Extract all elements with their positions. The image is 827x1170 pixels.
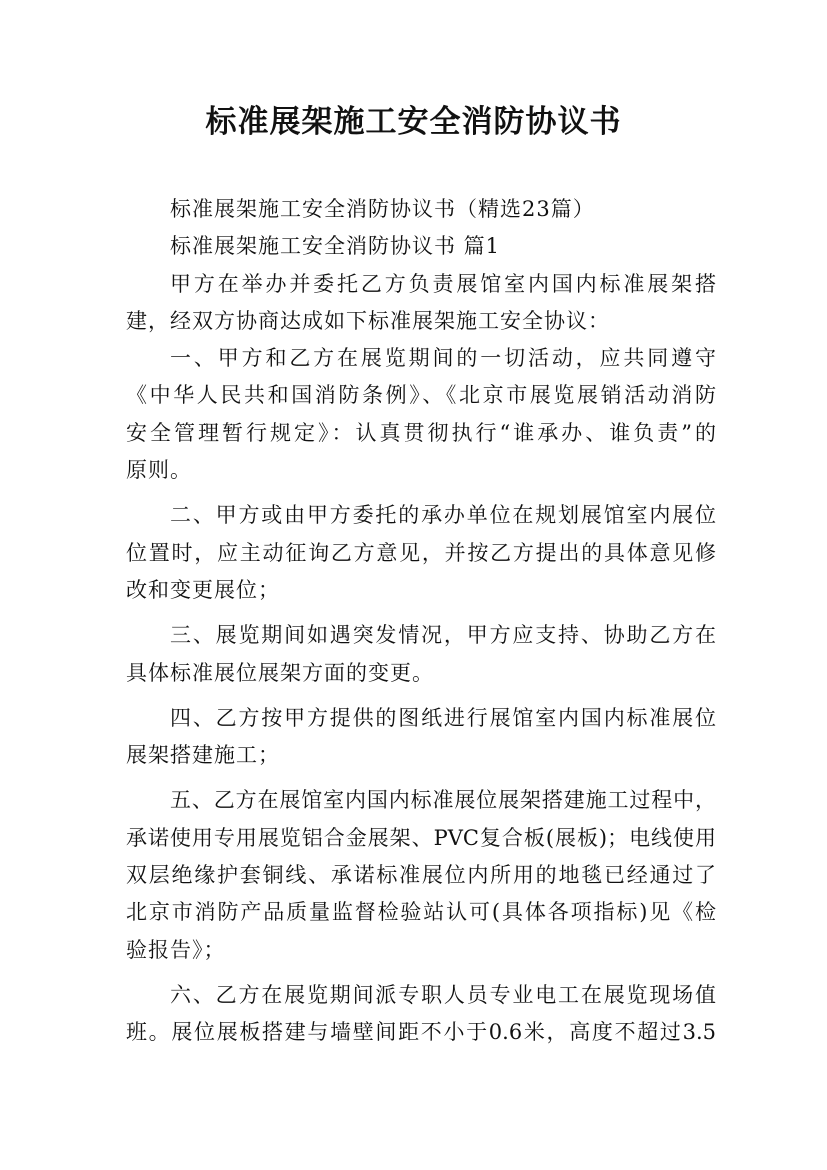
section-heading: 标准展架施工安全消防协议书 篇1 bbox=[170, 234, 501, 259]
paragraph-line: 北京市消防产品质量监督检验站认可(具体各项指标)见《检 bbox=[126, 900, 716, 925]
paragraph-line: 三、展览期间如遇突发情况，甲方应支持、协助乙方在 bbox=[170, 623, 716, 648]
paragraph-line: 展架搭建施工； bbox=[126, 743, 280, 768]
document-title: 标准展架施工安全消防协议书 bbox=[205, 104, 622, 140]
paragraph-line: 双层绝缘护套铜线、承诺标准展位内所用的地毯已经通过了 bbox=[126, 863, 716, 888]
document-body bbox=[126, 191, 716, 1052]
paragraph-line: 建，经双方协商达成如下标准展架施工安全协议： bbox=[126, 308, 610, 333]
paragraph-line: 一、甲方和乙方在展览期间的一切活动，应共同遵守 bbox=[170, 346, 716, 371]
paragraph-line: 班。展位展板搭建与墙壁间距不小于0.6米，高度不超过3.5 bbox=[126, 1020, 716, 1045]
paragraph-line: 《中华人民共和国消防条例》、《北京市展览展销活动消防 bbox=[126, 383, 716, 408]
paragraph-line: 安全管理暂行规定》：认真贯彻执行“谁承办、谁负责”的 bbox=[126, 420, 716, 445]
paragraph-line: 六、乙方在展览期间派专职人员专业电工在展览现场值 bbox=[170, 982, 716, 1007]
subtitle-line: 标准展架施工安全消防协议书（精选23篇） bbox=[170, 197, 595, 221]
paragraph-line: 原则。 bbox=[126, 458, 192, 483]
paragraph-line: 五、乙方在展馆室内国内标准展位展架搭建施工过程中， bbox=[170, 788, 716, 813]
paragraph-line: 具体标准展位展架方面的变更。 bbox=[126, 660, 434, 685]
paragraph-line: 位置时，应主动征询乙方意见，并按乙方提出的具体意见修 bbox=[126, 540, 716, 565]
paragraph-line: 验报告》； bbox=[126, 937, 226, 962]
paragraph-line: 改和变更展位； bbox=[126, 577, 280, 602]
paragraph-line: 四、乙方按甲方提供的图纸进行展馆室内国内标准展位 bbox=[170, 705, 716, 730]
paragraph-line: 承诺使用专用展览铝合金展架、PVC复合板(展板)；电线使用 bbox=[126, 825, 716, 850]
paragraph-line: 甲方在举办并委托乙方负责展馆室内国内标准展架搭 bbox=[170, 271, 716, 296]
paragraph-line: 二、甲方或由甲方委托的承办单位在规划展馆室内展位 bbox=[170, 503, 716, 528]
